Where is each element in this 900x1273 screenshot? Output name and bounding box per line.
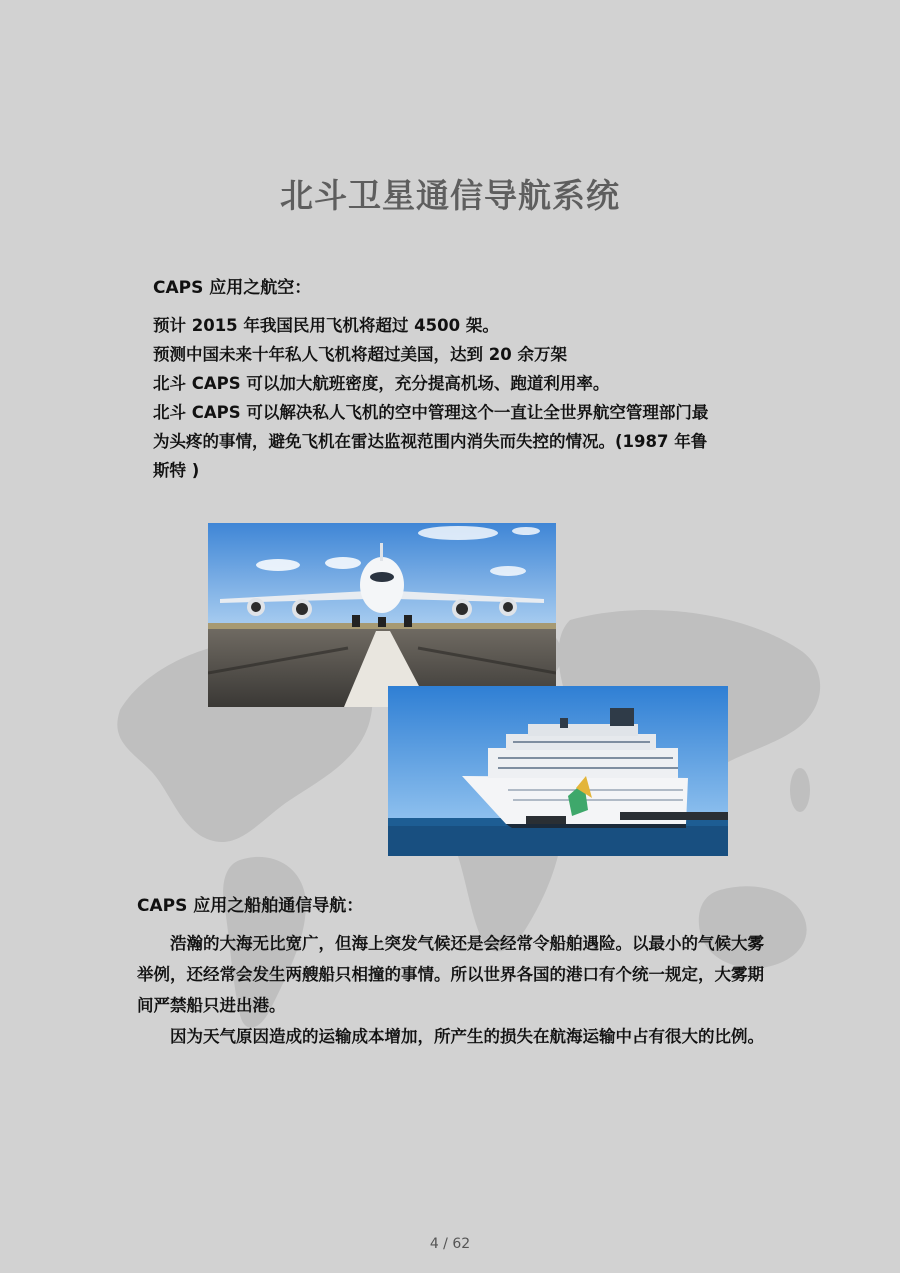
shipping-section-body bbox=[137, 928, 777, 1052]
page-number: 4 / 62 bbox=[429, 1236, 471, 1252]
aviation-line: 斯特 ) bbox=[153, 461, 200, 480]
document-title: 北斗卫星通信导航系统 bbox=[280, 176, 620, 215]
aviation-line: 预计 2015 年我国民用飞机将超过 4500 架。 bbox=[153, 316, 499, 335]
shipping-section-heading: CAPS 应用之船舶通信导航： bbox=[137, 896, 364, 916]
aviation-section-body bbox=[153, 311, 778, 485]
shipping-paragraph: 因为天气原因造成的运输成本增加，所产生的损失在航海运输中占有很大的比例。 bbox=[170, 1027, 764, 1046]
cruise-ship-photo bbox=[388, 686, 728, 856]
aviation-line: 为头疼的事情，避免飞机在雷达监视范围内消失而失控的情况。(1987 年鲁 bbox=[153, 432, 708, 451]
aviation-section-heading: CAPS 应用之航空： bbox=[153, 278, 312, 298]
airplane-runway-photo bbox=[208, 523, 556, 707]
aviation-line: 北斗 CAPS 可以解决私人飞机的空中管理这个一直让全世界航空管理部门最 bbox=[153, 403, 709, 422]
shipping-paragraph: 浩瀚的大海无比宽广，但海上突发气候还是会经常令船舶遇险。以最小的气候大雾举例，还经常会发生两艘船只相撞的事情。所以世界各国的港口有个统一规定，大雾期间严禁船只进出港。 bbox=[137, 934, 764, 1015]
aviation-line: 预测中国未来十年私人飞机将超过美国，达到 20 余万架 bbox=[153, 345, 567, 364]
aviation-line: 北斗 CAPS 可以加大航班密度，充分提高机场、跑道利用率。 bbox=[153, 374, 610, 393]
